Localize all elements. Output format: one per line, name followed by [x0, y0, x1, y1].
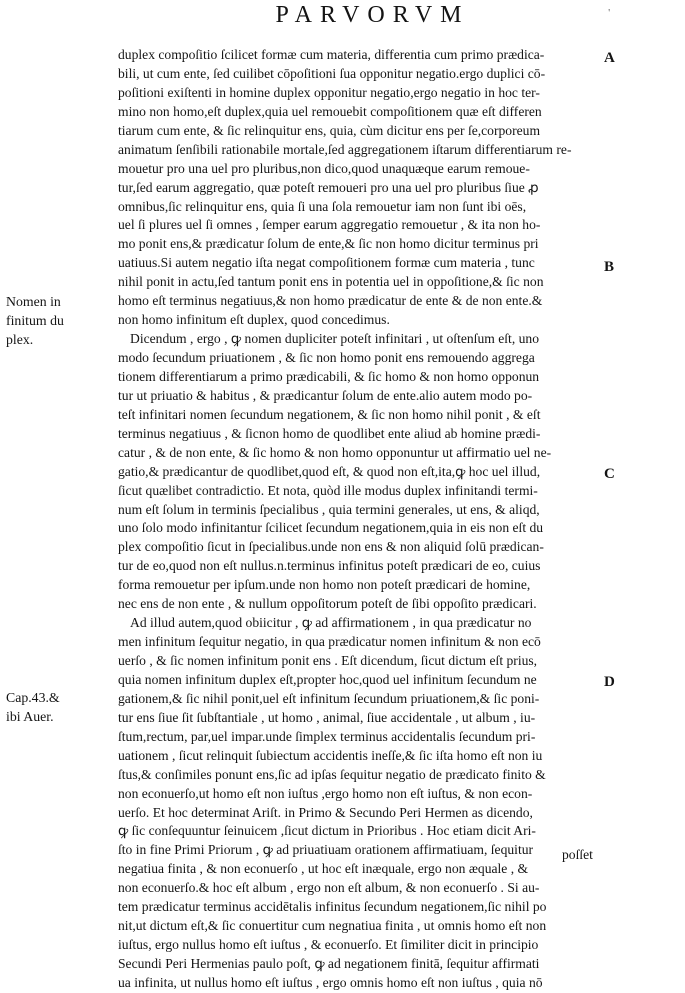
text-line: uatiuus.Si autem negatio iſta negat compoſitionem formæ cum materia , tunc — [118, 255, 535, 271]
text-line: quia nomen infinitum duplex eſt,propter hoc,quod uel infinitum ſecundum ne — [118, 671, 537, 687]
side-note-nomen-infinitum — [6, 292, 116, 349]
text-line: uerſo. Et hoc determinat Ariſt. in Primo & Secundo Peri Hermen as dicendo, — [118, 804, 533, 820]
text-line: mo ponit ens,& prædicatur ſolum de ente,& ſic non homo dicitur terminus pri — [118, 236, 539, 252]
text-line: ſicut quælibet contradictio. Et nota, quòd ille modus duplex infinitandi termi- — [118, 482, 538, 498]
text-line: uel ſi plures uel ſi omnes , ſemper earum aggregatio remouetur , & ita non ho- — [118, 217, 541, 233]
text-line: nihil ponit in actu,ſed tantum ponit ens in potentia uel in oppoſitione,& ſic non — [118, 274, 544, 290]
text-line: tiarum cum ente, & ſic relinquitur ens, quia, cùm dicitur ens per ſe,corporeum — [118, 122, 541, 138]
text-line: catur , & de non ente, & ſic homo & non homo opponuntur ut affirmatio uel ne- — [118, 444, 552, 460]
side-note-line: plex. — [6, 332, 34, 347]
main-text-column — [118, 46, 600, 993]
text-line: modo ſecundum priuationem , & ſic non homo ponit ens remouendo aggrega — [118, 350, 535, 365]
paragraph-start-line: Ad illud autem,quod obiicitur , ꝙ ad affirmationem , in qua prædicatur no — [130, 615, 532, 631]
text-line: tur ut priuatio & habitus , & prædicantur ſolum de ente.alio autem modo po- — [118, 387, 533, 403]
section-letter-d: D — [604, 674, 615, 690]
text-line: tur de eo,quod non eſt nullus.n.terminus infinitus poteſt prædicari de eo, cuius — [118, 558, 541, 574]
text-line: tur ens ſiue ſit ſubſtantiale , ut homo , animal, ſiue accidentale , ut album , iu- — [118, 709, 536, 725]
paragraph-start-line: Dicendum , ergo , ꝙ nomen dupliciter poteſt infinitari , ut oſtenſum eſt, uno — [130, 331, 540, 347]
text-line: ſtum,rectum, par,uel impar.unde ſimplex terminus accidentalis ſecundum pri- — [118, 728, 536, 744]
text-line: non econuerſo,ut homo eſt non iuſtus ,ergo homo non eſt iuſtus, & non econ- — [118, 785, 533, 801]
text-line: uno ſolo modo infinitantur ſcilicet ſecundum negationem,quia in eis non eſt du — [118, 520, 544, 536]
text-line: gationem,& ſic nihil ponit,uel eſt infinitum ſecundum priuationem,& ſic poni- — [118, 690, 540, 706]
text-line: teſt infinitari nomen ſecundum negationem, & ſic non homo nihil ponit , & eſt — [118, 406, 541, 422]
text-line: men infinitum ſequitur negatio, in qua prædicatur nomen infinitum & non ecō — [118, 634, 541, 650]
text-line: Secundi Peri Hermenias paulo poſt, ꝙ ad negationem finitā, ſequitur affirmati — [118, 956, 540, 971]
text-line: tur,ſed earum aggregatio, quæ poteſt remoueri pro una uel pro pluribus ſiue ꝓ — [118, 179, 539, 195]
text-line: uationem , ſicut relinquit ſubiectum accidentis ineſſe,& ſic iſta homo eſt non iu — [118, 747, 543, 763]
side-note-citation — [6, 688, 116, 726]
text-line: ſto in fine Primi Priorum , ꝙ ad priuatiuam orationem affirmatiuam, ſequitur — [118, 842, 534, 858]
text-line: nec ens de non ente , & nullum oppoſitorum poteſt de ſibi oppoſito prædicari. — [118, 596, 537, 612]
text-line: non econuerſo.& hoc eſt album , ergo non eſt album, & non econuerſo . Si au- — [118, 880, 540, 896]
section-letter-a: A — [604, 50, 615, 66]
section-letter-c: C — [604, 466, 615, 482]
text-line: nit,ut dictum eſt,& ſic conuertitur cum negnatiua finita , ut omnis homo eſt non — [118, 918, 547, 934]
running-header — [0, 2, 685, 29]
text-line: poſitioni exiſtenti in homine duplex opponitur negatio,ergo negatio in hoc ter- — [118, 84, 540, 100]
text-line: negatiua finita , & non econuerſo , ut hoc eſt inæquale, ergo non æquale , & — [118, 861, 529, 877]
text-line: gatio,& prædicantur de quodlibet,quod eſt, & quod non eſt,ita,ꝙ hoc uel illud, — [118, 463, 541, 479]
header-title: PARVORVM — [275, 2, 470, 28]
text-line: ꝙ ſic conſequuntur ſeinuicem ,ſicut dictum in Prioribus . Hoc etiam dicit Ari- — [118, 823, 536, 839]
text-line: uerſo , & ſic nomen infinitum ponit ens . Eſt dicendum, ſicut dictum eſt prius, — [118, 653, 538, 668]
text-line: tem prædicatur terminus accidētalis infinitus ſecundum negationem,ſic nihil po — [118, 899, 547, 915]
text-line: num eſt ſolum in terminis ſpecialibus , quia termini generales, ut ens, & aliqd, — [118, 501, 540, 517]
section-letter-b: B — [604, 259, 615, 275]
page-mark: ' — [608, 8, 610, 19]
text-line: bili, ut cum ente, ſed cuilibet cōpoſitioni ſua opponitur negatio.ergo duplici cō- — [118, 65, 546, 81]
side-note-line: Nomen in — [6, 294, 61, 309]
text-line: plex compoſitio ſicut in ſpecialibus.unde non ens & non aliquid ſolū prædican- — [118, 539, 544, 555]
text-line: duplex compoſitio ſcilicet formæ cum materia, differentia cum primo prædica- — [118, 47, 545, 62]
text-line: forma remouetur per ipſum.unde non homo non poteſt prædicari de homine, — [118, 577, 531, 593]
text-line: ſtus,& conſimiles ponunt ens,ſic ad ipſas ſequitur negatio de prædicato finito & — [118, 766, 546, 782]
text-line: omnibus,ſic relinquitur ens, quia ſi una ſola remouetur iam non ſunt ibi oēs, — [118, 198, 527, 214]
text-line: non homo infinitum eſt duplex, quod concedimus. — [118, 312, 390, 328]
text-line: tionem differentiarum a primo prædicabili, & ſic homo & non homo opponun — [118, 368, 540, 384]
text-line: mino non homo,eſt duplex,quia uel remouebit compoſitionem quæ eſt differen — [118, 103, 542, 119]
catchword: poſſet — [562, 847, 593, 862]
text-line: iuſtus, ergo nullus homo eſt iuſtus , & econuerſo. Et ſimiliter dicit in principio — [118, 937, 539, 953]
side-note-line: Cap.43.& — [6, 690, 60, 705]
text-line: mouetur pro una uel pro pluribus,non dico,quod unaquæque earum remoue- — [118, 160, 530, 176]
text-line: homo eſt terminus negatiuus,& non homo prædicatur de ente & de non ente.& — [118, 293, 543, 309]
text-line: animatum ſenſibili rationabile mortale,ſed aggregationem iſtarum differentiarum re- — [118, 141, 572, 157]
side-note-line: ibi Auer. — [6, 709, 54, 724]
text-line: terminus negatiuus , & ſicnon homo de quodlibet ente aliud ab homine prædi- — [118, 425, 541, 441]
text-line: ua infinita, ut nullus homo eſt iuſtus , ergo omnis homo eſt non iuſtus , quia nō — [118, 974, 543, 990]
side-note-line: finitum du — [6, 313, 64, 328]
